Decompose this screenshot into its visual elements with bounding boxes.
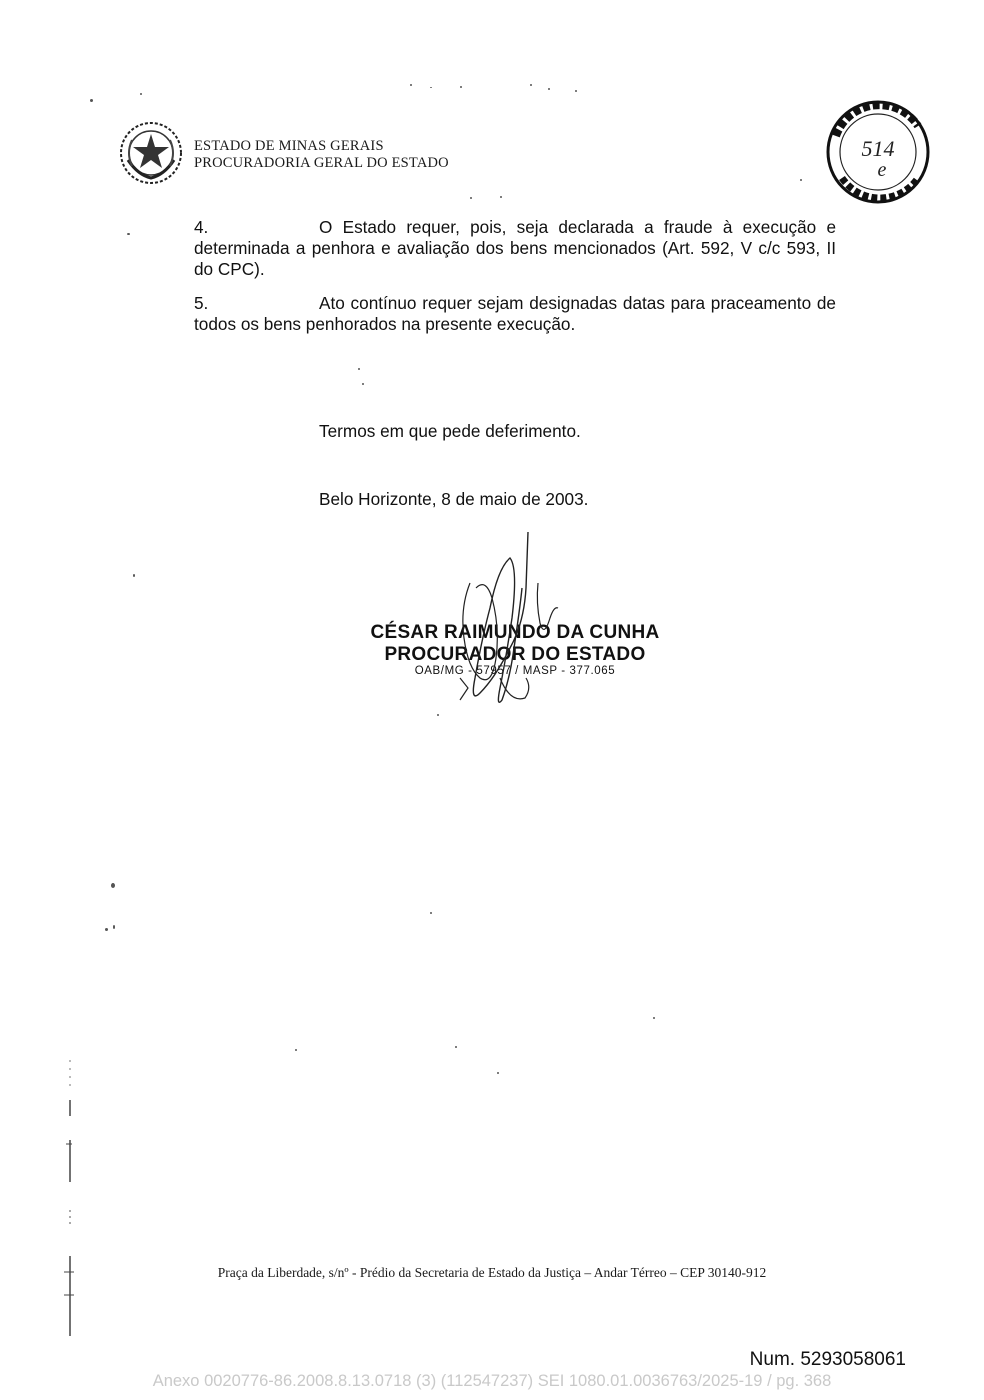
stamp-handwritten-initial: e — [877, 159, 887, 181]
page-number-stamp — [822, 96, 934, 208]
header-state-name: ESTADO DE MINAS GERAIS — [194, 138, 384, 154]
closing-request: Termos em que pede deferimento. — [319, 421, 581, 441]
paragraph-4 — [194, 217, 836, 280]
paragraph-5-text: Ato contínuo requer sejam designadas datas para praceamento de todos os bens penhorados na presente execução. — [194, 293, 836, 334]
archive-watermark: Anexo 0020776-86.2008.8.13.0718 (3) (112547237) SEI 1080.01.0036763/2025-19 / pg. 368 — [152, 1372, 832, 1390]
signatory-name: CÉSAR RAIMUNDO DA CUNHA — [370, 622, 660, 643]
stamp-handwritten-number: 514 — [861, 136, 895, 161]
paragraph-4-text: O Estado requer, pois, seja declarada a fraude à execução e determinada a penhora e avaliação dos bens mencionados (Art. 592, V c/c 593, II do CPC). — [194, 217, 836, 279]
coat-of-arms-icon — [118, 120, 184, 186]
date-line: Belo Horizonte, 8 de maio de 2003. — [319, 489, 589, 509]
paragraph-5-number: 5. — [194, 293, 209, 313]
margin-binding-marks — [58, 1060, 82, 1340]
paragraph-4-number: 4. — [194, 217, 209, 237]
signatory-registration: OAB/MG - 57957 / MASP - 377.065 — [414, 665, 616, 677]
signatory-title: PROCURADOR DO ESTADO — [384, 644, 646, 665]
document-number: Num. 5293058061 — [749, 1349, 906, 1370]
paragraph-5 — [194, 293, 836, 335]
footer-address: Praça da Liberdade, s/nº - Prédio da Secretaria de Estado da Justiça – Andar Térreo – CEP 30140-912 — [217, 1265, 767, 1280]
handwritten-signature — [440, 528, 580, 718]
header-agency-name: PROCURADORIA GERAL DO ESTADO — [194, 155, 449, 171]
